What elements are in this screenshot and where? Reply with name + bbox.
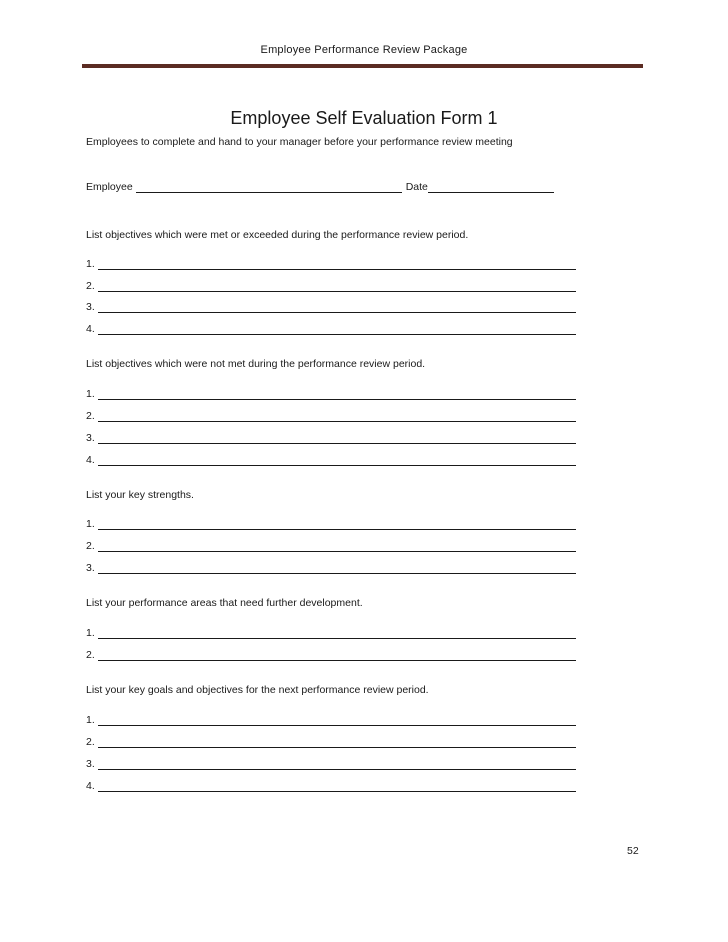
section-label-development-areas: List your performance areas that need further development. xyxy=(86,597,363,609)
form-title: Employee Self Evaluation Form 1 xyxy=(230,108,498,128)
answer-line[interactable]: 2. xyxy=(86,736,576,748)
answer-line[interactable]: 3. xyxy=(86,301,576,313)
answer-line[interactable]: 1. xyxy=(86,714,576,726)
answer-line[interactable]: 2. xyxy=(86,410,576,422)
form-instructions: Employees to complete and hand to your manager before your performance review meeting xyxy=(86,136,513,148)
answer-line[interactable]: 2. xyxy=(86,280,576,292)
section-label-key-strengths: List your key strengths. xyxy=(86,489,194,501)
answer-line[interactable]: 2. xyxy=(86,540,576,552)
date-label: Date xyxy=(405,181,428,193)
section-label-met-objectives: List objectives which were met or exceeded during the performance review period. xyxy=(86,229,469,241)
answer-line[interactable]: 4. xyxy=(86,323,576,335)
answer-line[interactable]: 1. xyxy=(86,627,576,639)
answer-line[interactable]: 1. xyxy=(86,388,576,400)
running-header: Employee Performance Review Package xyxy=(260,44,468,56)
employee-label: Employee xyxy=(86,181,133,193)
section-label-unmet-objectives: List objectives which were not met during the performance review period. xyxy=(86,358,426,370)
page-number: 52 xyxy=(627,845,639,857)
employee-date-row xyxy=(86,181,554,193)
answer-line[interactable]: 4. xyxy=(86,780,576,792)
answer-line[interactable]: 3. xyxy=(86,758,576,770)
answer-line[interactable]: 3. xyxy=(86,432,576,444)
employee-name-field[interactable] xyxy=(136,182,402,193)
date-field[interactable] xyxy=(428,182,554,193)
section-label-goals: List your key goals and objectives for the next performance review period. xyxy=(86,684,429,696)
answer-line[interactable]: 3. xyxy=(86,562,576,574)
answer-line[interactable]: 1. xyxy=(86,518,576,530)
answer-line[interactable]: 4. xyxy=(86,454,576,466)
header-divider xyxy=(82,64,643,68)
answer-line[interactable]: 1. xyxy=(86,258,576,270)
answer-line[interactable]: 2. xyxy=(86,649,576,661)
